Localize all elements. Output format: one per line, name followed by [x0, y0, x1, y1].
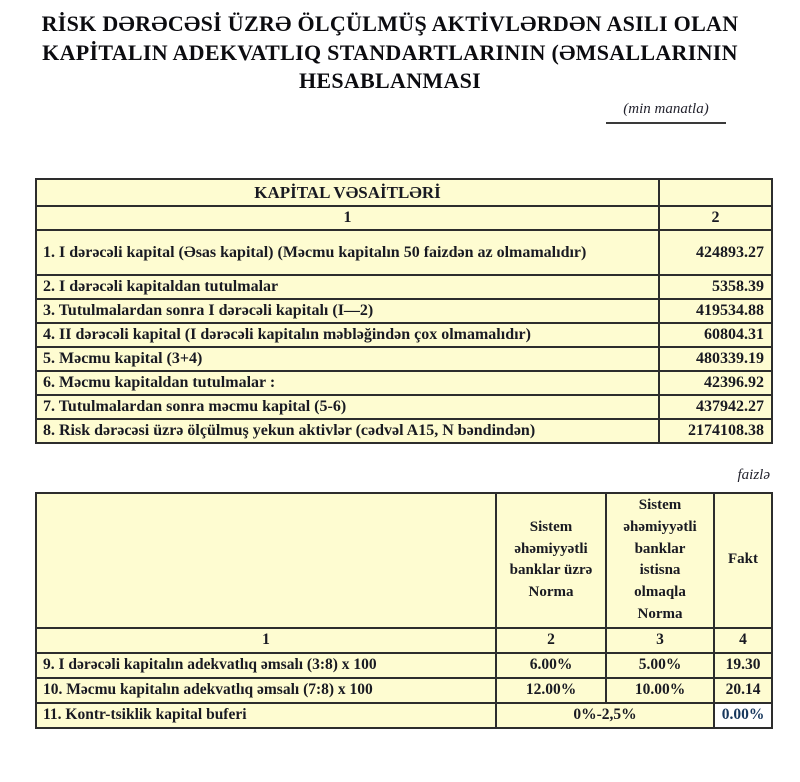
row-norm-sib: 6.00%: [496, 653, 606, 678]
table-row: [36, 206, 772, 230]
row-label: 9. I dərəcəli kapitalın adekvatlıq əmsalı (3:8) x 100: [36, 653, 496, 678]
table1-col-index-2: 2: [659, 206, 772, 230]
table1-header: KAPİTAL VƏSAİTLƏRİ: [36, 179, 659, 206]
table2-col-index-2: 2: [496, 628, 606, 653]
row-label: 5. Məcmu kapital (3+4): [36, 347, 659, 371]
table-row: [36, 493, 772, 628]
table-row: [36, 299, 772, 323]
unit-note: (min manatla): [606, 100, 726, 124]
table2-col-index-4: 4: [714, 628, 772, 653]
table-row: [36, 347, 772, 371]
percent-note: faizlə: [737, 467, 770, 483]
row-fact: 19.30: [714, 653, 772, 678]
row-value: 2174108.38: [659, 419, 772, 443]
table-row: [36, 628, 772, 653]
adequacy-ratios-table: [35, 492, 773, 729]
row-norm-excl: 5.00%: [606, 653, 714, 678]
table2-header-norm-sib: Sistem əhəmiyyətli banklar üzrə Norma: [496, 493, 606, 628]
row-label: 10. Məcmu kapitalın adekvatlıq əmsalı (7:8) x 100: [36, 678, 496, 703]
table-row: [36, 275, 772, 299]
table-row: [36, 419, 772, 443]
table-row: [36, 371, 772, 395]
row-norm-excl: 10.00%: [606, 678, 714, 703]
row-label: 3. Tutulmalardan sonra I dərəcəli kapitalı (I—2): [36, 299, 659, 323]
row-value: 437942.27: [659, 395, 772, 419]
table-row: [36, 179, 772, 206]
table1-header-empty: [659, 179, 772, 206]
page-title: RİSK DƏRƏCƏSİ ÜZRƏ ÖLÇÜLMÜŞ AKTİVLƏRDƏN ASILI OLAN KAPİTALIN ADEKVATLIQ STANDARTLARININ (ƏMSALLARININ HESABLANMASI: [41, 11, 739, 94]
row-label: 6. Məcmu kapitaldan tutulmalar :: [36, 371, 659, 395]
row-norm-range: 0%-2,5%: [496, 703, 714, 728]
capital-funds-table: [35, 178, 773, 444]
table2-header-empty: [36, 493, 496, 628]
row-value: 5358.39: [659, 275, 772, 299]
row-value: 424893.27: [659, 230, 772, 275]
table2-col-index-1: 1: [36, 628, 496, 653]
row-label: 7. Tutulmalardan sonra məcmu kapital (5-6): [36, 395, 659, 419]
row-label: 11. Kontr-tsiklik kapital buferi: [36, 703, 496, 728]
row-fact-buffer: 0.00%: [714, 703, 772, 728]
table1-col-index-1: 1: [36, 206, 659, 230]
row-label: 8. Risk dərəcəsi üzrə ölçülmuş yekun aktivlər (cədvəl A15, N bəndindən): [36, 419, 659, 443]
row-label: 4. II dərəcəli kapital (I dərəcəli kapitalın məbləğindən çox olmamalıdır): [36, 323, 659, 347]
table2-header-fact: Fakt: [714, 493, 772, 628]
table-row: [36, 653, 772, 678]
row-value: 60804.31: [659, 323, 772, 347]
row-fact: 20.14: [714, 678, 772, 703]
row-norm-sib: 12.00%: [496, 678, 606, 703]
table2-header-norm-excl: Sistem əhəmiyyətli banklar istisna olmaqla Norma: [606, 493, 714, 628]
table-row: [36, 323, 772, 347]
row-label: 1. I dərəcəli kapital (Əsas kapital) (Məcmu kapitalın 50 faizdən az olmamalıdır): [36, 230, 659, 275]
table-row: [36, 395, 772, 419]
row-value: 42396.92: [659, 371, 772, 395]
row-value: 419534.88: [659, 299, 772, 323]
table2-col-index-3: 3: [606, 628, 714, 653]
table-row: [36, 678, 772, 703]
table-row: [36, 230, 772, 275]
row-label: 2. I dərəcəli kapitaldan tutulmalar: [36, 275, 659, 299]
row-value: 480339.19: [659, 347, 772, 371]
table-row: [36, 703, 772, 728]
